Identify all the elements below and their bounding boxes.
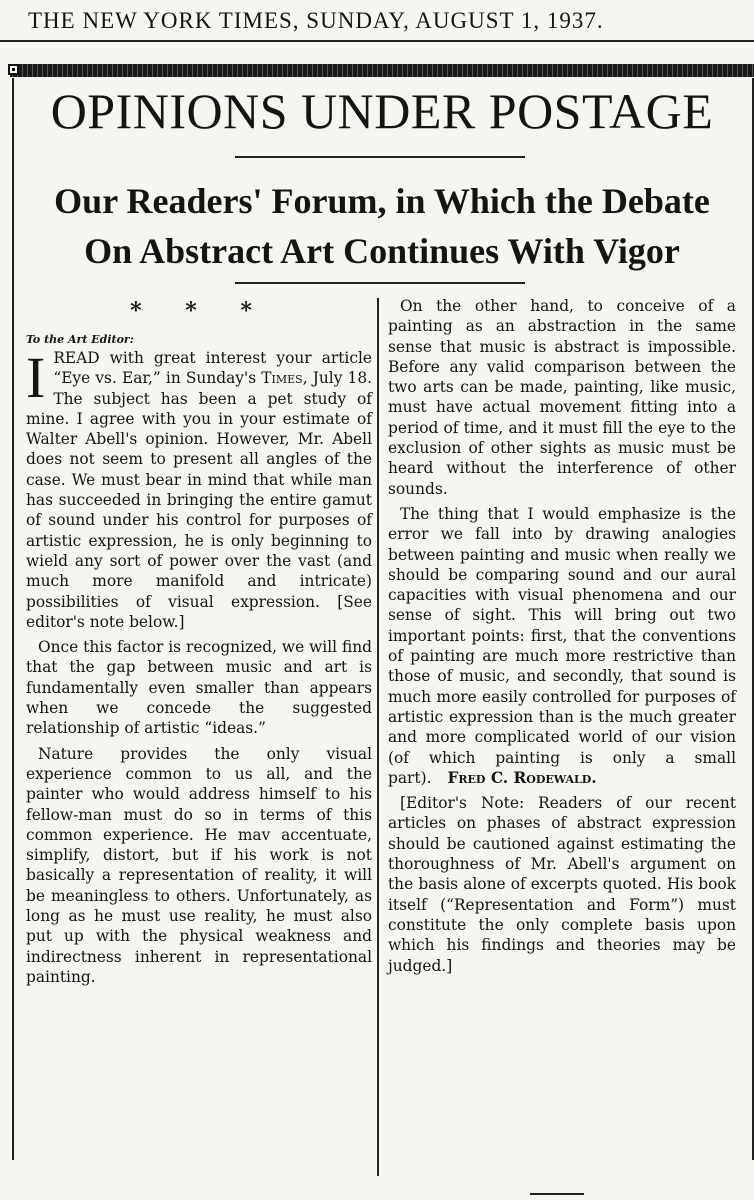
masthead-rule: [0, 40, 754, 42]
subheadline-line-1: Our Readers' Forum, in Which the Debate: [54, 181, 710, 221]
letter-column-right: [388, 296, 736, 981]
drop-cap: I: [26, 345, 46, 410]
subheadline-rule: [235, 282, 525, 284]
corner-ornament-icon: [8, 64, 19, 75]
letter-paragraph-1-text-a: READ with great interest your article “Eye vs. Ear,” in Sunday's: [53, 349, 372, 388]
salutation: To the Art Editor:: [26, 333, 134, 346]
end-rule: [530, 1193, 584, 1195]
letter-paragraph-5-text: The thing that I would emphasize is the error we fall into by drawing analogies between painting and music when really we should be comparing sound and our aural capacities with visual phenomena and our sense of sight. This will bring out two important points: first, that the conventions of painting are much more restrictive than those of music, and secondly, that sound is much more easily controlled for purposes of artistic expression than is the much greater and more complicated world of our vision (of which painting is only a small part).: [388, 504, 736, 787]
letter-paragraph-1-text-b: , July 18. The subject has been a pet study of mine. I agree with you in your estimate of Walter Abell's opinion. However, Mr. Abell does not seem to present all angles of the case. We must bear in mind that while man has succeeded in bringing the entire gamut of sound under his control for purposes of artistic expression, he is only beginning to wield any sort of power over the vast (and much more manifold and intricate) possibilities of visual expression. [See editor's note below.]: [26, 369, 372, 631]
section-hatch-bar: [10, 64, 754, 77]
letter-paragraph-3: Nature provides the only visual experience common to us all, and the painter who would address himself to his fellow-man must do so in terms of this common experience. He mav accentuate, simplify, distort, but if his work is not basically a representation of reality, it will be meaningless to others. Unfortunately, as long as he must use reality, he must also put up with the physical weakness and indirectness inherent in representational painting.: [26, 744, 372, 986]
asterism-separator: * * *: [130, 298, 270, 324]
letter-column-left: [26, 333, 372, 992]
letter-paragraph-1: [26, 345, 372, 632]
editors-note: [Editor's Note: Readers of our recent articles on phases of abstract expression should be cautioned against estimating the thoroughness of Mr. Abell's argument on the basis alone of excerpts quoted. His book itself (“Representation and Form”) must constitute the only complete basis upon which his findings and theories may be judged.]: [388, 794, 736, 975]
column-divider: [377, 298, 379, 1176]
letter-paragraph-5: [388, 504, 736, 788]
headline: OPINIONS UNDER POSTAGE: [50, 83, 714, 139]
letter-paragraph-4: On the other hand, to conceive of a painting as an abstraction in the same sense that music is abstract is impossible. Before any valid comparison between the two arts can be made, painting, like music, must have actual movement fitting into a period of time, and it must fill the eye to the exclusion of other sights as music must be heard without the interference of other sounds.: [388, 297, 736, 498]
newspaper-name: Times: [261, 369, 303, 388]
masthead: THE NEW YORK TIMES, SUNDAY, AUGUST 1, 1937.: [28, 8, 604, 33]
frame-left-rule: [12, 78, 14, 1160]
letter-signature: Fred C. Rodewald.: [447, 768, 597, 787]
letter-paragraph-2: Once this factor is recognized, we will find that the gap between music and art is fundamentally even smaller than appears when we concede the suggested relationship of artistic “ideas.”: [26, 638, 372, 738]
subheadline-line-2: On Abstract Art Continues With Vigor: [84, 231, 680, 271]
headline-rule: [235, 156, 525, 158]
subheadline: [20, 176, 744, 276]
